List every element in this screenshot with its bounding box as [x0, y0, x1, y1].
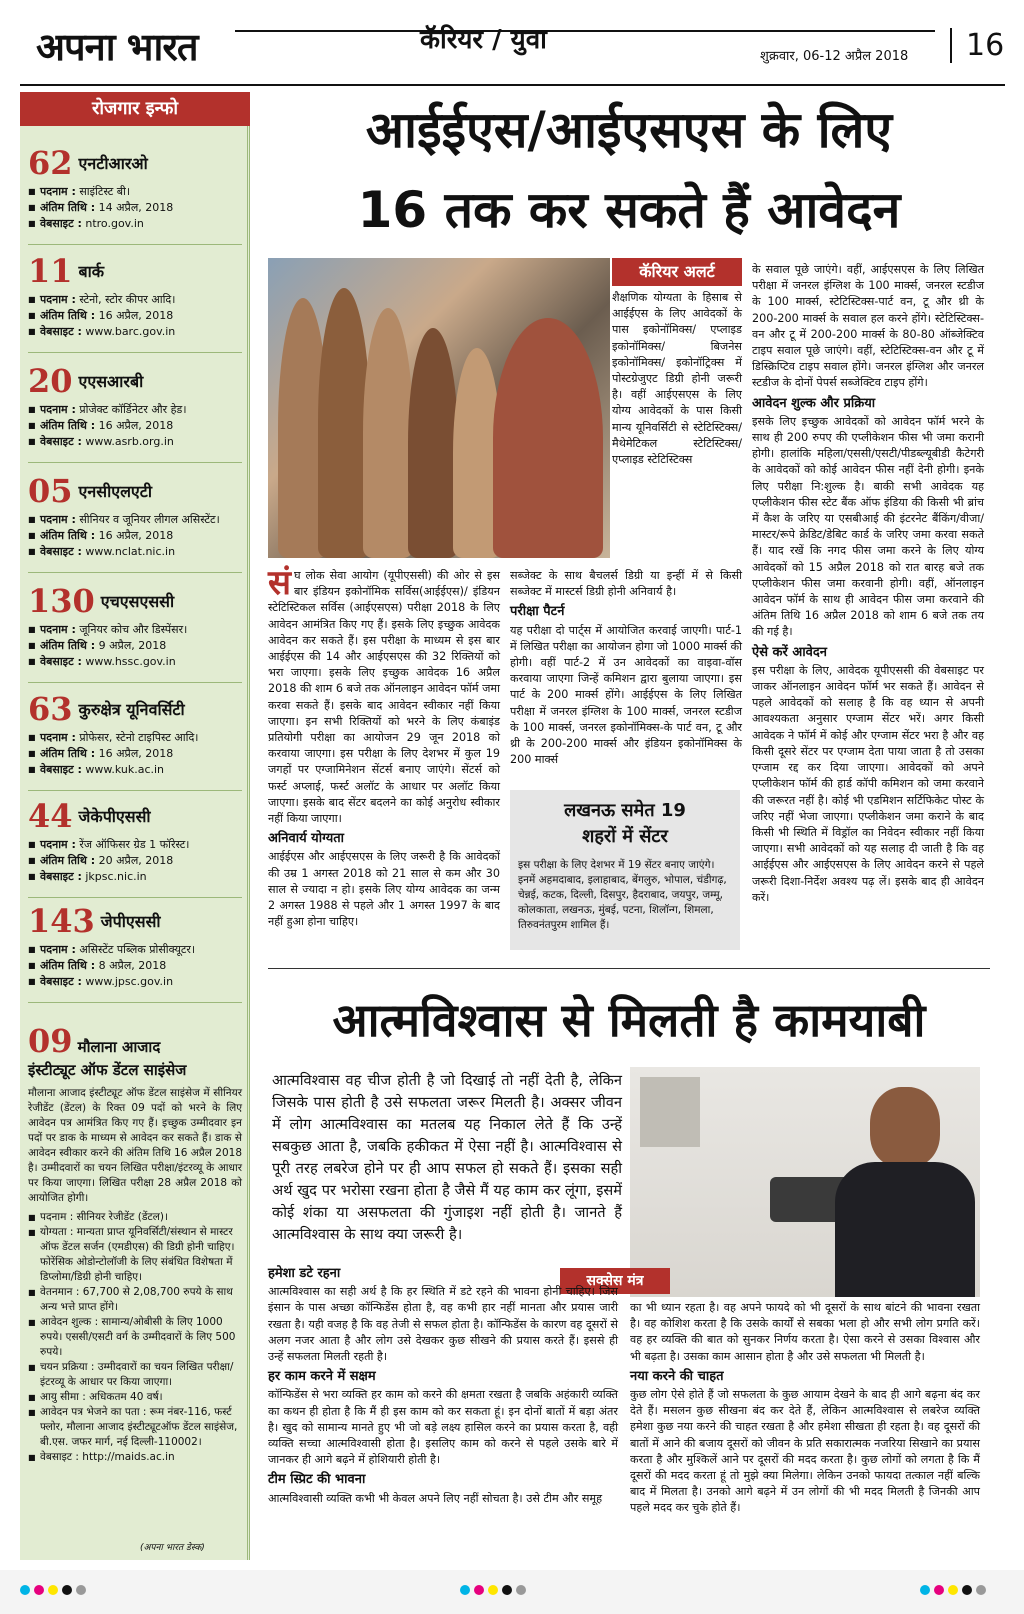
job-org: एनसीएलएटी: [78, 482, 152, 501]
job-org: कुरुक्षेत्र यूनिवर्सिटी: [78, 700, 185, 719]
job-website[interactable]: ■ वेबसाइट : www.jpsc.gov.in: [28, 974, 242, 990]
career-alert-banner: कॅरियर अलर्ट: [612, 258, 742, 286]
box-body: इस परीक्षा के लिए देशभर में 19 सेंटर बनाए जाएंगे। इनमें अहमदाबाद, इलाहाबाद, बेंगलुरु, भोपाल, चंडीगढ़, चेन्नई, कटक, दिल्ली, दिसपुर, हैदराबाद, जयपुर, जम्मू, कोलकाता, लखनऊ, मुंबई, पटना, शिलॉन्ग, शिमला, तिरुवनंतपुरम शामिल हैं।: [518, 859, 727, 931]
job-website[interactable]: ■ वेबसाइट : jkpsc.nic.in: [28, 869, 242, 885]
students-photo: [268, 258, 610, 558]
issue-date: शुक्रवार, 06-12 अप्रैल 2018: [760, 49, 909, 64]
article-text: इस परीक्षा के लिए, आवेदक यूपीएससी की वेबसाइट पर जाकर ऑनलाइन आवेदन फॉर्म भर सकते हैं। आवेदन से पहले आवेदकों को सलाह है कि वह ध्यान से अपनी आवश्यकता अनुसार एग्जाम सेंटर भरें। अगर किसी आवेदक ने फॉर्म में कोई और एग्जाम सेंटर भरा है और वह किसी दूसरे सेंटर पर एग्जाम देता पाया जाता है तो उसका एग्जाम रद्द कर दिया जाएगा। आवेदकों को अपने एप्लीकेशन फॉर्म की हार्ड कॉपी कमिशन को जमा करवाने की जरूरत नहीं है। कोई भी एडमिशन सर्टिफिकेट पोस्ट के जरिए नहीं भेजा जाएगा। एप्लीकेशन जमा कराने के बाद किसी भी स्थिति में विड्रॉल का निवेदन स्वीकार नहीं किया जाएगा। सभी आवेदकों को यह सलाह दी जाती है कि वह आईईएस और आईएसएस के लिए आवेदन करने से पहले जरूरी दिशा-निर्देश अवश्य पढ़ लें। इसके बाद ही आवेदन करें।: [752, 663, 984, 904]
job-last-date: ■ अंतिम तिथि : 20 अप्रैल, 2018: [28, 853, 242, 869]
job-post: ■ पदनाम : रेंज ऑफिसर ग्रेड 1 फॉरेस्ट।: [28, 837, 242, 853]
article-text: कुछ लोग ऐसे होते हैं जो सफलता के कुछ आयाम देखने के बाद ही आगे बढ़ना बंद कर देते हैं। मसलन कुछ सीखना बंद कर देते हैं, लेकिन आत्मविश्वास से लबरेज व्यक्ति हमेशा कुछ नया करने की चाहत रखता है और हमेशा सीखता ही रहता है। वह दूसरों की बातों में आने की बजाय दूसरों को जीवन के प्रति सकारात्मक नजरिया सिखाने का प्रयास करता है और मुश्किलें आने पर दूसरों की मदद करता है। कुछ लोगों को लगता है कि मैं दूसरों की मदद करता हूं तो मुझे क्या मिलेगा। लेकिन उनको फायदा तत्काल नहीं बल्कि बाद में मिलता है। उनको आगे बढ़ने में उन लोगों की भी मदद मिलती है जिनकी आप पहले मदद कर चुके होते हैं।: [630, 1388, 980, 1515]
job-website[interactable]: ■ वेबसाइट : www.nclat.nic.in: [28, 544, 242, 560]
box-title: शहरों में सेंटर: [582, 826, 668, 847]
subheading: नया करने की चाहत: [630, 1368, 724, 1384]
listing-separator: [28, 1002, 242, 1003]
sidebar-title: रोजगार इन्फो: [20, 92, 250, 126]
brand-logo: अपना भारत: [36, 24, 198, 69]
job-org: मौलाना आजाद: [77, 1038, 161, 1056]
page-number: 16: [950, 28, 1004, 63]
masthead: [0, 0, 1024, 84]
job-count: 09: [28, 1022, 73, 1060]
job-post: ■ पदनाम : असिस्टेंट पब्लिक प्रोसीक्यूटर।: [28, 942, 242, 958]
job-listing: [28, 144, 242, 232]
headline-1b: 16 तक कर सकते हैं आवेदन: [357, 181, 901, 239]
job-org: एनटीआरओ: [78, 154, 148, 173]
job-website[interactable]: ■ वेबसाइट : www.barc.gov.in: [28, 324, 242, 340]
job-listing: [28, 902, 242, 990]
article1-column-photo: [612, 290, 742, 468]
job-website[interactable]: ■ वेबसाइट : ntro.gov.in: [28, 216, 242, 232]
job-count: 44: [28, 797, 73, 835]
job-listing: [28, 582, 242, 670]
masthead-rule: [235, 30, 935, 32]
job-post: ■ पदनाम : साइंटिस्ट बी।: [28, 184, 242, 200]
masthead-divider: [20, 84, 1005, 86]
listing-separator: [28, 244, 242, 245]
listing-description: मौलाना आजाद इंस्टीट्यूट ऑफ डेंटल साइंसेज में सीनियर रेजीडेंट (डेंटल) के रिक्त 09 पदों को भरने के लिए आवेदन पत्र आमंत्रित किए गए हैं। इच्छुक उम्मीदवार इन पदों पर डाक के माध्यम से आवेदन कर सकते हैं। डाक से आवेदन स्वीकार करने की अंतिम तिथि 16 अप्रैल 2018 है। उम्मीदवारों का चयन लिखित परीक्षा/इंटरव्यू के आधार पर किया जाएगा। लिखित परीक्षा 28 अप्रैल 2018 को आयोजित होगी।: [28, 1087, 242, 1204]
listing-item: ■ पदनाम : सीनियर रेजीडेंट (डेंटल)।: [28, 1210, 242, 1225]
drop-cap: सं: [268, 563, 291, 603]
article-text: आत्मविश्वासी व्यक्ति कभी भी केवल अपने लिए नहीं सोचता है। उसे टीम और समूह: [268, 1491, 603, 1505]
job-post: ■ पदनाम : जूनियर कोच और डिस्पेंसर।: [28, 622, 242, 638]
job-website[interactable]: ■ वेबसाइट : www.hssc.gov.in: [28, 654, 242, 670]
job-listing: [28, 690, 242, 778]
job-count: 143: [28, 902, 95, 940]
section-title: कॅरियर / युवा: [420, 25, 547, 55]
listing-separator: [28, 572, 242, 573]
jobs-sidebar: [20, 92, 250, 1560]
job-count: 62: [28, 144, 73, 182]
job-listing: [28, 362, 242, 450]
job-website[interactable]: ■ वेबसाइट : www.asrb.org.in: [28, 434, 242, 450]
job-website[interactable]: ■ वेबसाइट : www.kuk.ac.in: [28, 762, 242, 778]
subheading: अनिवार्य योग्यता: [268, 831, 345, 847]
article-text: शैक्षणिक योग्यता के हिसाब से आईईएस के लिए आवेदकों के पास इकोनॉमिक्स/ एप्लाइड इकोनॉमिक्स/ बिजनेस इकोनॉमिक्स/ इकोनॉट्रिक्स में पोस्टग्रेजुएट डिग्री होनी जरूरी है। वहीं आईएसएस के लिए योग्य आवेदकों के पास किसी मान्य यूनिवर्सिटी से स्टेटिस्टिक्स/ मैथेमेटिकल स्टेटिस्टिक्स/ एप्लाइड स्टेटिस्टिक्स: [612, 291, 742, 467]
listing-separator: [28, 790, 242, 791]
job-last-date: ■ अंतिम तिथि : 16 अप्रैल, 2018: [28, 418, 242, 434]
listing-item: ■ योग्यता : मान्यता प्राप्त यूनिवर्सिटी/संस्थान से मास्टर ऑफ डेंटल सर्जन (एमडीएस) की डिग्री होनी चाहिए। फोरेंसिक ओडोन्टोलॉजी के लिए संबंधित विशेषता में डिप्लोमा/डिग्री होनी चाहिए।: [28, 1225, 242, 1285]
print-registration-bar: [0, 1570, 1024, 1614]
job-org: एचएसएससी: [100, 592, 175, 611]
listing-item: ■ आयु सीमा : अधिकतम 40 वर्ष।: [28, 1390, 242, 1405]
listing-item: ■ वेबसाइट : http://maids.ac.in: [28, 1450, 242, 1465]
listing-separator: [28, 462, 242, 463]
listing-separator: [28, 682, 242, 683]
subheading: ऐसे करें आवेदन: [752, 644, 827, 660]
article-text: इसके लिए इच्छुक आवेदकों को आवेदन फॉर्म भरने के साथ ही 200 रुपए की एप्लीकेशन फीस भी जमा करानी होगी। हालांकि महिला/एससी/एसटी/पीडब्ल्यूबीडी कैटेगरी के आवेदकों को कोई आवेदन फीस नहीं देनी होगी। इनके लिए परीक्षा नि:शुल्क है। बाकी सभी आवेदक यह एप्लीकेशन फीस स्टेट बैंक ऑफ इंडिया की किसी भी ब्रांच में कैश के जरिए या एसबीआई की इंटरनेट बैंकिंग/वीजा/मास्टर/रूपे क्रेडिट/डेबिट कार्ड के जरिए जमा करवा सकते हैं। याद रखें कि नगद फीस जमा करने के लिए योग्य आवेदकों को 15 अप्रैल 2018 को रात बारह बजे तक एप्लीकेशन फीस जमा करवानी होगी। वहीं, ऑनलाइन आवेदन फॉर्म के साथ ही आवेदन फीस जमा करवाने की अंतिम तिथि 16 अप्रैल 2018 को शाम 6 बजे तक तय की गई है।: [752, 414, 984, 639]
listing-item: ■ आवेदन पत्र भेजने का पता : रूम नंबर-116, फर्स्ट फ्लोर, मौलाना आजाद इंस्टीट्यूटऑफ डेंटल साइंसेज, बी.एस. जफर मार्ग, नई दिल्ली-110002।: [28, 1405, 242, 1450]
job-count: 20: [28, 362, 73, 400]
desk-credit: (अपना भारत डेस्क): [140, 1543, 205, 1553]
article-text: कॉन्फिडेंस से भरा व्यक्ति हर काम को करने की क्षमता रखता है जबकि अहंकारी व्यक्ति का कथन ही होता है कि मैं ही इस काम को कर सकता हूं। इन दोनों बातों में बड़ा अंतर है। खुद को सामान्य मानते हुए भी जो बड़े लक्ष्य हासिल करने का प्रयास करता है, वही व्यक्ति सच्चा आत्मविश्वासी होता है। इसलिए काम को करने से पहले उसके बारे में जानकर ही आगे बढ़ने में होशियारी होती है।: [268, 1388, 618, 1467]
job-count: 11: [28, 252, 73, 290]
subheading: परीक्षा पैटर्न: [510, 604, 565, 620]
speaker-photo: [630, 1067, 980, 1297]
article-divider: [268, 968, 990, 969]
article-text: घ लोक सेवा आयोग (यूपीएससी) की ओर से इस बार इंडियन इकोनॉमिक सर्विस(आईईएस)/ इंडियन स्टेटिस्टिकल सर्विस (आईएसएस) परीक्षा 2018 के लिए आवेदन आमंत्रित किए गए हैं। इसके लिए इच्छुक आवेदक आवेदन कर सकते हैं। इस परीक्षा के माध्यम से इस बार आईईएस की 14 और आईएसएस की 32 रिक्तियों को भरा जाएगा। इसके लिए इच्छुक आवेदक 16 अप्रैल 2018 की शाम 6 बजे तक ऑनलाइन आवेदन फॉर्म जमा करवा सकते हैं। इसके बाद आवेदन स्वीकार नहीं किया जाएगा। इन सभी रिक्तियों को भरने के लिए कंबाइंड प्रतियोगी परीक्षा का आयोजन 29 जून 2018 को करवाया जाएगा। इस परीक्षा के लिए देशभर में कुल 19 जगहों पर एग्जामिनेशन सेंटर्स बनाए जाएंगे। सेंटर्स को फर्स्ट अप्लाई, फर्स्ट अलॉट के आधार पर अलॉट किया जाएगा। इसके बाद सेंटर बदलने का कोई अनुरोध स्वीकार नहीं किया जाएगा।: [268, 569, 500, 826]
article-text: के सवाल पूछे जाएंगे। वहीं, आईएसएस के लिए लिखित परीक्षा में जनरल इंग्लिश के 100 मार्क्स, जनरल स्टडीज के 100 मार्क्स, स्टेटिस्टिक्स-पार्ट वन, टू और थ्री के 200-200 मार्क्स के सवाल हल करने होंगे। स्टेटिस्टिक्स-वन और टू में 200-200 मार्क्स के 80-80 ऑब्जेक्टिव टाइप सवाल पूछे जाएंगे। वहीं, स्टेटिस्टिक्स-वन और टू में डिस्क्रिप्टिव टाइप सवाल होंगे। जनरल इंग्लिश और जनरल स्टडीज के दोनों पेपर्स सब्जेक्टिव टाइप होंगे।: [752, 263, 984, 390]
article2-column-2: [630, 1300, 980, 1517]
article1-column-2: [510, 568, 742, 768]
job-last-date: ■ अंतिम तिथि : 14 अप्रैल, 2018: [28, 200, 242, 216]
job-listing: [28, 797, 242, 885]
headline-1a: आईईएस/आईएसएस के लिए: [365, 101, 893, 159]
article-text: सब्जेक्ट के साथ बैचलर्स डिग्री या इन्हीं में से किसी सब्जेक्ट में मास्टर्स डिग्री होनी अनिवार्य है।: [510, 569, 742, 599]
job-org: एएसआरबी: [78, 372, 144, 391]
job-post: ■ पदनाम : सीनियर व जूनियर लीगल असिस्टेंट।: [28, 512, 242, 528]
job-org-line2: इंस्टीट्यूट ऑफ डेंटल साइंसेज: [28, 1061, 187, 1079]
job-last-date: ■ अंतिम तिथि : 16 अप्रैल, 2018: [28, 528, 242, 544]
article-text: यह परीक्षा दो पार्ट्स में आयोजित करवाई जाएगी। पार्ट-1 में लिखित परीक्षा का आयोजन होगा जो 1000 मार्क्स की होगी। वहीं पार्ट-2 में उन आवेदकों का वाइवा-वॉस करवाया जाएगा जिन्हें कमिशन द्वारा बुलाया जाएगा। इस पार्ट के 200 मार्क्स होंगे। आईईएस के लिए लिखित परीक्षा में जनरल इंग्लिश के 100 मार्क्स, जनरल स्टडीज के 100 मार्क्स, जनरल इकोनॉमिक्स-के पार्ट वन, टू और थ्री के 200-200 मार्क्स और इंडियन इकोनॉमिक्स के 200 मार्क्स: [510, 623, 742, 767]
maulana-azad-listing: [28, 1022, 242, 1465]
job-last-date: ■ अंतिम तिथि : 16 अप्रैल, 2018: [28, 308, 242, 324]
centers-box: [510, 790, 740, 950]
job-org: जेकेपीएससी: [78, 807, 151, 826]
job-listing: [28, 472, 242, 560]
box-title: लखनऊ समेत 19: [564, 800, 686, 821]
job-count: 130: [28, 582, 95, 620]
job-count: 63: [28, 690, 73, 728]
listing-separator: [28, 897, 242, 898]
job-org: जेपीएससी: [100, 912, 161, 931]
job-last-date: ■ अंतिम तिथि : 8 अप्रैल, 2018: [28, 958, 242, 974]
listing-item: ■ आवेदन शुल्क : सामान्य/ओबीसी के लिए 1000 रुपये। एससी/एसटी वर्ग के उम्मीदवारों के लिए 500 रुपये।: [28, 1315, 242, 1360]
job-last-date: ■ अंतिम तिथि : 9 अप्रैल, 2018: [28, 638, 242, 654]
subheading: आवेदन शुल्क और प्रक्रिया: [752, 395, 876, 411]
subheading: टीम स्प्रिट की भावना: [268, 1472, 366, 1488]
job-count: 05: [28, 472, 73, 510]
subheading: हर काम करने में सक्षम: [268, 1369, 376, 1385]
article2-intro: आत्मविश्वास वह चीज होती है जो दिखाई तो नहीं देती है, लेकिन जिसके पास होती है उसे सफलता जरूर मिलती है। अक्सर जीवन में लोग आत्मविश्वास का मतलब यह निकाल लेते हैं कि उन्हें सबकुछ आता है, जबकि हकीकत में ऐसा नहीं है। आत्मविश्वास से पूरी तरह लबरेज होने पर ही आप सफल हो सकते हैं। इसका सही अर्थ खुद पर भरोसा रखना होता है जैसे मैं यह काम कर लूंगा, इसमें कोई शंका या असफलता की गुंजाइश नहीं होती है। जानते हैं आत्मविश्वास के साथ क्या जरूरी है।: [272, 1072, 622, 1243]
subheading: हमेशा डटे रहना: [268, 1266, 341, 1281]
article1-column-1: [268, 563, 500, 930]
job-post: ■ पदनाम : प्रोफेसर, स्टेनो टाइपिस्ट आदि।: [28, 730, 242, 746]
job-post: ■ पदनाम : प्रोजेक्ट कॉर्डिनेटर और हेड।: [28, 402, 242, 418]
job-post: ■ पदनाम : स्टेनो, स्टोर कीपर आदि।: [28, 292, 242, 308]
job-last-date: ■ अंतिम तिथि : 16 अप्रैल, 2018: [28, 746, 242, 762]
article1-column-3: [752, 262, 984, 906]
article-text: का भी ध्यान रहता है। वह अपने फायदे को भी दूसरों के साथ बांटने की भावना रखता है। वह कोशिश करता है कि उसके कार्यों से सबका भला हो और सभी लोग प्रगति करें। वह हर व्यक्ति की बात को सुनकर निर्णय करता है। ऐसा करने से उसका विश्वास और भी बढ़ता है। उसका काम आसान होता है और उसे सफलता भी मिलती है।: [630, 1301, 980, 1363]
job-listing: [28, 252, 242, 340]
article-text: आत्मविश्वास का सही अर्थ है कि हर स्थिति में डटे रहने की भावना होनी चाहिए। जिस इंसान के पास अच्छा कॉन्फिडेंस होता है, वह कभी हार नहीं मानता और प्रयास जारी रखता है। यही वजह है कि वह तेजी से सफल होता है। कॉन्फिडेंस के कारण वह दूसरों से अलग नजर आता है और लोग उसे देखकर कुछ सीखने की प्रयास करते हैं। इससे ही उन्हें सफलता मिलती रहती है।: [268, 1285, 618, 1364]
listing-separator: [28, 352, 242, 353]
headline-2: आत्मविश्वास से मिलती है कामयाबी: [332, 993, 926, 1047]
success-mantra-banner: सक्सेस मंत्र: [560, 1268, 670, 1294]
listing-item: ■ वेतनमान : 67,700 से 2,08,700 रुपये के साथ अन्य भत्ते प्राप्त होंगे।: [28, 1285, 242, 1315]
listing-item: ■ चयन प्रक्रिया : उम्मीदवारों का चयन लिखित परीक्षा/इंटरव्यू के आधार पर किया जाएगा।: [28, 1360, 242, 1390]
article2-column-1: [268, 1262, 618, 1507]
job-org: बार्क: [78, 262, 105, 281]
article-text: आईईएस और आईएसएस के लिए जरूरी है कि आवेदकों की उम्र 1 अगस्त 2018 को 21 साल से कम और 30 साल से ज्यादा न हो। इसके लिए योग्य आवेदक का जन्म 2 अगस्त 1988 से पहले और 1 अगस्त 1997 के बाद नहीं हुआ होना चाहिए।: [268, 850, 500, 929]
